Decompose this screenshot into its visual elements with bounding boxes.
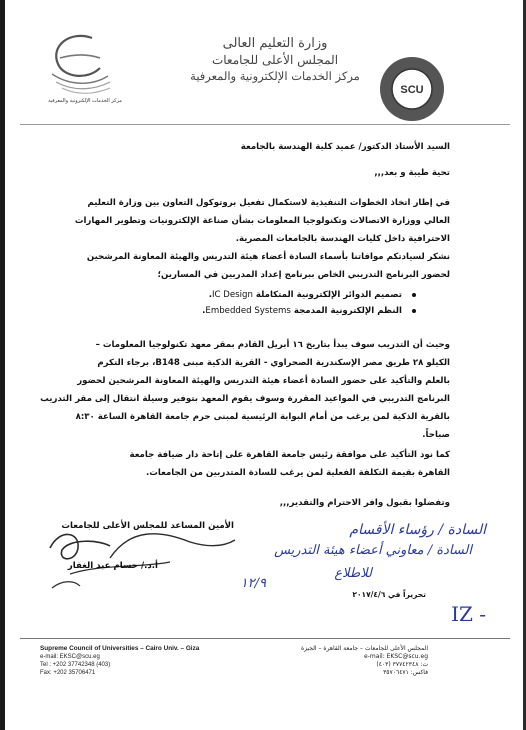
paragraph-line: البرنامج التدريبي في المواعيد المقررة وسوف يقوم المعهد بتوفير وسيلة انتقال إلى مقر التدريب xyxy=(40,394,450,404)
header-divider xyxy=(20,124,510,125)
scu-seal-icon xyxy=(378,55,446,123)
paragraph-line: بالعلم والتأكيد على حضور السادة أعضاء هيئة التدريس والهيئة المعاونة المرشحين لحضور xyxy=(77,376,450,386)
recipient-line: السيد الأستاذ الدكتور/ عميد كلية الهندسة بالجامعة xyxy=(240,142,450,152)
paragraph-training xyxy=(30,336,450,444)
logo-caption: مركز الخدمات الإلكترونية والمعرفية xyxy=(48,98,122,104)
date-line: تحريراً في ٢٠١٧/٤/٦ xyxy=(352,590,426,599)
handwritten-initials: IZ - xyxy=(451,602,486,626)
footer-line: Tel : +202 37742348 (403) xyxy=(40,662,111,668)
paragraph-line: صباحاً. xyxy=(422,430,450,440)
paragraph-guesthouse xyxy=(30,446,450,482)
handwritten-note-line2: السادة / معاوني أعضاء هيئة التدريس xyxy=(274,543,472,558)
paragraph-line: لحضور البرنامج التدريبي الخاص ببرنامج إعداد المدربين في المسارين؛ xyxy=(157,270,450,280)
footer-line: فاكس: ٣٥٧٠٦٤٧١ xyxy=(383,669,428,676)
footer-line: Fax: +202 35706471 xyxy=(40,670,96,676)
signature-title: الأمين المساعد للمجلس الأعلى للجامعات xyxy=(61,521,234,531)
council-name: المجلس الأعلى للجامعات xyxy=(211,53,339,67)
footer-line: المجلس الأعلى للجامعات – جامعة القاهرة – الجيزة xyxy=(300,645,428,652)
seal-text: SCU xyxy=(400,84,424,96)
closing-line: وتفضلوا بقبول وافر الاحترام والتقدير,,, xyxy=(279,498,450,508)
handwritten-ref-number: ١٢/٩ xyxy=(240,576,266,591)
bullet-ic-design: تصميم الدوائر الإلكترونية المتكاملة IC Design. xyxy=(96,288,416,302)
paragraph-line: العالي ووزارة الاتصالات وتكنولوجيا المعلومات بشأن صناعة الإلكترونيات وتطوير المهارات xyxy=(74,216,450,226)
center-name: مركز الخدمات الإلكترونية والمعرفية xyxy=(190,69,360,83)
bullet-icon xyxy=(412,309,416,313)
scan-edge-left xyxy=(0,0,5,730)
paragraph-intro xyxy=(30,194,450,284)
paragraph-line: في إطار اتخاذ الخطوات التنفيذية لاستكمال تفعيل بروتوكول التعاون بين وزارة التعليم xyxy=(87,198,450,208)
center-logo-icon xyxy=(40,28,116,96)
paragraph-line: الاحترافية داخل كليات الهندسة بالجامعات المصرية. xyxy=(235,234,450,244)
signature-scribble-icon xyxy=(40,518,240,593)
letterhead-titles xyxy=(190,36,360,84)
handwritten-note-line3: للاطلاع xyxy=(334,566,372,581)
ministry-name: وزارة التعليم العالى xyxy=(222,36,328,51)
footer-contact-en xyxy=(40,645,199,677)
footer-line: e-mail: EKSC@scu.eg xyxy=(364,653,428,660)
signature-name: أ.د./ حسام عبد الغفار xyxy=(67,561,158,571)
footer-line: ت: ٣٧٧٤٢٣٤٨ (٤٠٣) xyxy=(376,661,428,668)
handwritten-note-line1: السادة / رؤساء الأقسام xyxy=(349,522,486,538)
footer-line: e-mail: EKSC@scu.eg xyxy=(40,654,100,660)
bullet-icon xyxy=(412,293,416,297)
footer-contact-ar xyxy=(301,645,428,677)
bullet-embedded-systems: النظم الإلكترونية المدمجة Embedded Systems. xyxy=(96,304,416,318)
paragraph-line: القاهرة بقيمة التكلفة الفعلية لمن يرغب للسادة المتدربين من الجامعات. xyxy=(145,468,450,478)
paragraph-line: نشكر لسيادتكم موافاتنا بأسماء السادة أعضاء هيئة التدريس والهيئة المعاونة المرشحين xyxy=(86,252,450,262)
paragraph-line: الكيلو ٢٨ طريق مصر الإسكندرية الصحراوي - القرية الذكية مبنى B148، برجاء التكرم xyxy=(97,358,450,368)
footer-divider xyxy=(20,638,510,639)
greeting: تحية طيبة و بعد,,, xyxy=(374,168,450,178)
paragraph-line: وحيث أن التدريب سوف يبدأ بتاريخ ١٦ أبريل القادم بمقر معهد تكنولوجيا المعلومات – xyxy=(95,340,450,350)
paragraph-line: كما نود التأكيد على موافقة رئيس جامعة القاهرة على إتاحة دار ضيافة جامعة xyxy=(129,450,450,460)
paragraph-line: بالقرية الذكية لمن يرغب من أمام البوابة الرئيسية لمبنى حرم جامعة القاهرة الساعة ٨:٣٠ xyxy=(75,412,450,422)
footer-line: Supreme Council of Universities – Cairo Univ. – Giza xyxy=(40,645,200,652)
